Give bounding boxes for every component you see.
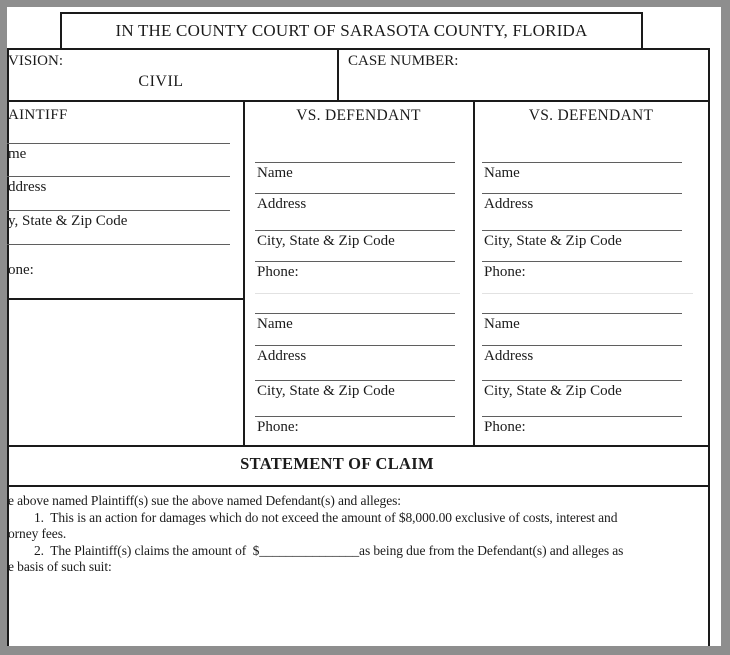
- claim-line-2: 1. This is an action for damages which do not exceed the amount of $8,000.00 exclusive of costs, interest and: [34, 510, 618, 525]
- def2-b1-city-label: City, State & Zip Code: [484, 233, 622, 249]
- def1-b2-address-underline: [255, 345, 455, 346]
- def2-b2-phone-underline: [482, 416, 682, 417]
- statement-of-claim-header: STATEMENT OF CLAIM: [240, 454, 434, 473]
- claim-line-4: 2. The Plaintiff(s) claims the amount of $_______________as being due from the Defendant(s) and alleges as: [34, 543, 624, 558]
- def2-b2-address-underline: [482, 345, 682, 346]
- page-left-cut-edge: [7, 48, 9, 646]
- form-page: [7, 7, 721, 646]
- def1-b2-name-label: Name: [257, 316, 293, 332]
- def1-b1-city-label: City, State & Zip Code: [257, 233, 395, 249]
- def1-b2-city-underline: [255, 380, 455, 381]
- division-value: CIVIL: [138, 73, 184, 90]
- plaintiff-phone-underline: [7, 244, 230, 245]
- def1-b2-address-label: Address: [257, 348, 307, 364]
- def1-b1-city-underline: [255, 230, 455, 231]
- claim-line-5: e basis of such suit:: [8, 559, 112, 574]
- plaintiff-name-label: me: [8, 146, 27, 162]
- plaintiff-header: AINTIFF: [8, 107, 68, 123]
- def1-b2-city-label: City, State & Zip Code: [257, 383, 395, 399]
- plaintiff-name-underline: [7, 143, 230, 144]
- claim-line-3: orney fees.: [8, 526, 67, 541]
- def2-phone-answer-line: [482, 293, 693, 294]
- def2-b1-phone-underline: [482, 261, 682, 262]
- plaintiff-address-underline: [7, 176, 230, 177]
- def1-b1-name-label: Name: [257, 165, 293, 181]
- def2-b2-address-label: Address: [484, 348, 534, 364]
- def2-b1-city-underline: [482, 230, 682, 231]
- divider-row2-bottom: [7, 100, 710, 102]
- def1-b1-address-underline: [255, 193, 455, 194]
- form-right-border: [708, 48, 710, 646]
- def2-b1-name-label: Name: [484, 165, 520, 181]
- def1-b1-phone-underline: [255, 261, 455, 262]
- def2-b2-name-underline: [482, 313, 682, 314]
- def1-b1-phone-label: Phone:: [257, 264, 299, 280]
- division-label: VISION:: [8, 53, 63, 69]
- def1-b1-name-underline: [255, 162, 455, 163]
- def2-b2-name-label: Name: [484, 316, 520, 332]
- defendant2-header: VS. DEFENDANT: [528, 107, 654, 124]
- def2-b1-address-underline: [482, 193, 682, 194]
- plaintiff-phone-label: one:: [8, 262, 34, 278]
- def2-b1-address-label: Address: [484, 196, 534, 212]
- case-number-label: CASE NUMBER:: [348, 53, 459, 69]
- def1-b2-phone-underline: [255, 416, 455, 417]
- def2-b2-city-label: City, State & Zip Code: [484, 383, 622, 399]
- divider-division-case: [337, 48, 339, 102]
- def1-b2-phone-label: Phone:: [257, 419, 299, 435]
- plaintiff-city-label: y, State & Zip Code: [8, 213, 128, 229]
- divider-row2-top: [7, 48, 710, 50]
- defendant1-header: VS. DEFENDANT: [296, 107, 421, 124]
- def1-b2-name-underline: [255, 313, 455, 314]
- divider-plaintiff-bottom: [7, 298, 245, 300]
- court-title-box: [60, 12, 643, 50]
- divider-plaintiff-defendant1: [243, 100, 245, 447]
- divider-parties-bottom: [7, 445, 710, 447]
- plaintiff-city-underline: [7, 210, 230, 211]
- def2-b1-phone-label: Phone:: [484, 264, 526, 280]
- court-title: IN THE COUNTY COURT OF SARASOTA COUNTY, FLORIDA: [115, 21, 588, 40]
- def2-b2-city-underline: [482, 380, 682, 381]
- divider-defendant1-defendant2: [473, 100, 475, 447]
- def1-phone-answer-line: [255, 293, 460, 294]
- def1-b1-address-label: Address: [257, 196, 307, 212]
- plaintiff-address-label: ddress: [8, 179, 47, 195]
- claim-line-1: e above named Plaintiff(s) sue the above named Defendant(s) and alleges:: [8, 493, 401, 508]
- def2-b1-name-underline: [482, 162, 682, 163]
- divider-statement-header-bottom: [7, 485, 710, 487]
- def2-b2-phone-label: Phone:: [484, 419, 526, 435]
